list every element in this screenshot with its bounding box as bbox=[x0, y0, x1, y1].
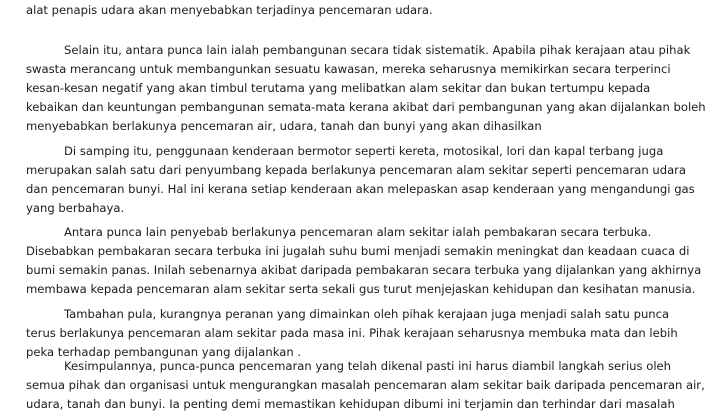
text-line: bumi semakin panas. Inilah sebenarnya akibat daripada pembakaran secara terbuka yang dijalankan yang akhirnya bbox=[26, 263, 702, 277]
text-line: Disebabkan pembakaran secara terbuka ini jugalah suhu bumi menjadi semakin meningkat dan keadaan cuaca di bbox=[26, 244, 690, 258]
text-line: peka terhadap pembangunan yang dijalankan . bbox=[26, 345, 302, 359]
text-line: Tambahan pula, kurangnya peranan yang dimainkan oleh pihak kerajaan juga menjadi salah satu punca bbox=[64, 307, 670, 321]
text-line: kebaikan dan keuntungan pembangunan semata-mata kerana akibat dari pembangunan yang akan dijalankan boleh bbox=[26, 100, 706, 114]
text-line: Antara punca lain penyebab berlakunya pencemaran alam sekitar ialah pembakaran secara terbuka. bbox=[64, 225, 652, 239]
text-line: terus berlakunya pencemaran alam sekitar pada masa ini. Pihak kerajaan seharusnya membuka mata dan lebih bbox=[26, 326, 678, 340]
text-line: alat penapis udara akan menyebabkan terjadinya pencemaran udara. bbox=[26, 3, 433, 17]
text-line: Selain itu, antara punca lain ialah pembangunan secara tidak sistematik. Apabila pihak kerajaan atau pihak bbox=[64, 43, 691, 57]
text-line: semua pihak dan organisasi untuk mengurangkan masalah pencemaran alam sekitar baik daripada pencemaran air, bbox=[26, 378, 705, 392]
text-line: swasta merancang untuk membangunkan sesuatu kawasan, mereka seharusnya memikirkan secara terperinci bbox=[26, 62, 671, 76]
text-line: Di samping itu, penggunaan kenderaan bermotor seperti kereta, motosikal, lori dan kapal terbang juga bbox=[64, 144, 664, 158]
text-line: merupakan salah satu dari penyumbang kepada berlakunya pencemaran alam sekitar seperti pencemaran udara bbox=[26, 163, 687, 177]
text-line: udara, tanah dan bunyi. Ia penting demi memastikan kehidupan dibumi ini terjamin dan terhindar dari masalah bbox=[26, 397, 675, 411]
text-line: menyebabkan berlakunya pencemaran air, udara, tanah dan bunyi yang akan dihasilkan bbox=[26, 119, 542, 133]
text-line: yang berbahaya. bbox=[26, 201, 125, 215]
text-line: Kesimpulannya, punca-punca pencemaran yang telah dikenal pasti ini harus diambil langkah serius oleh bbox=[64, 359, 672, 373]
text-line: kesan-kesan negatif yang akan timbul terutama yang melibatkan alam sekitar dan bukan tertumpu kepada bbox=[26, 81, 651, 95]
text-line: dan pencemaran bunyi. Hal ini kerana setiap kenderaan akan melepaskan asap kenderaan yang mengandungi gas bbox=[26, 182, 695, 196]
text-line: membawa kepada pencemaran alam sekitar serta sekali gus turut menjejaskan kehidupan dan kesihatan manusia. bbox=[26, 282, 696, 296]
